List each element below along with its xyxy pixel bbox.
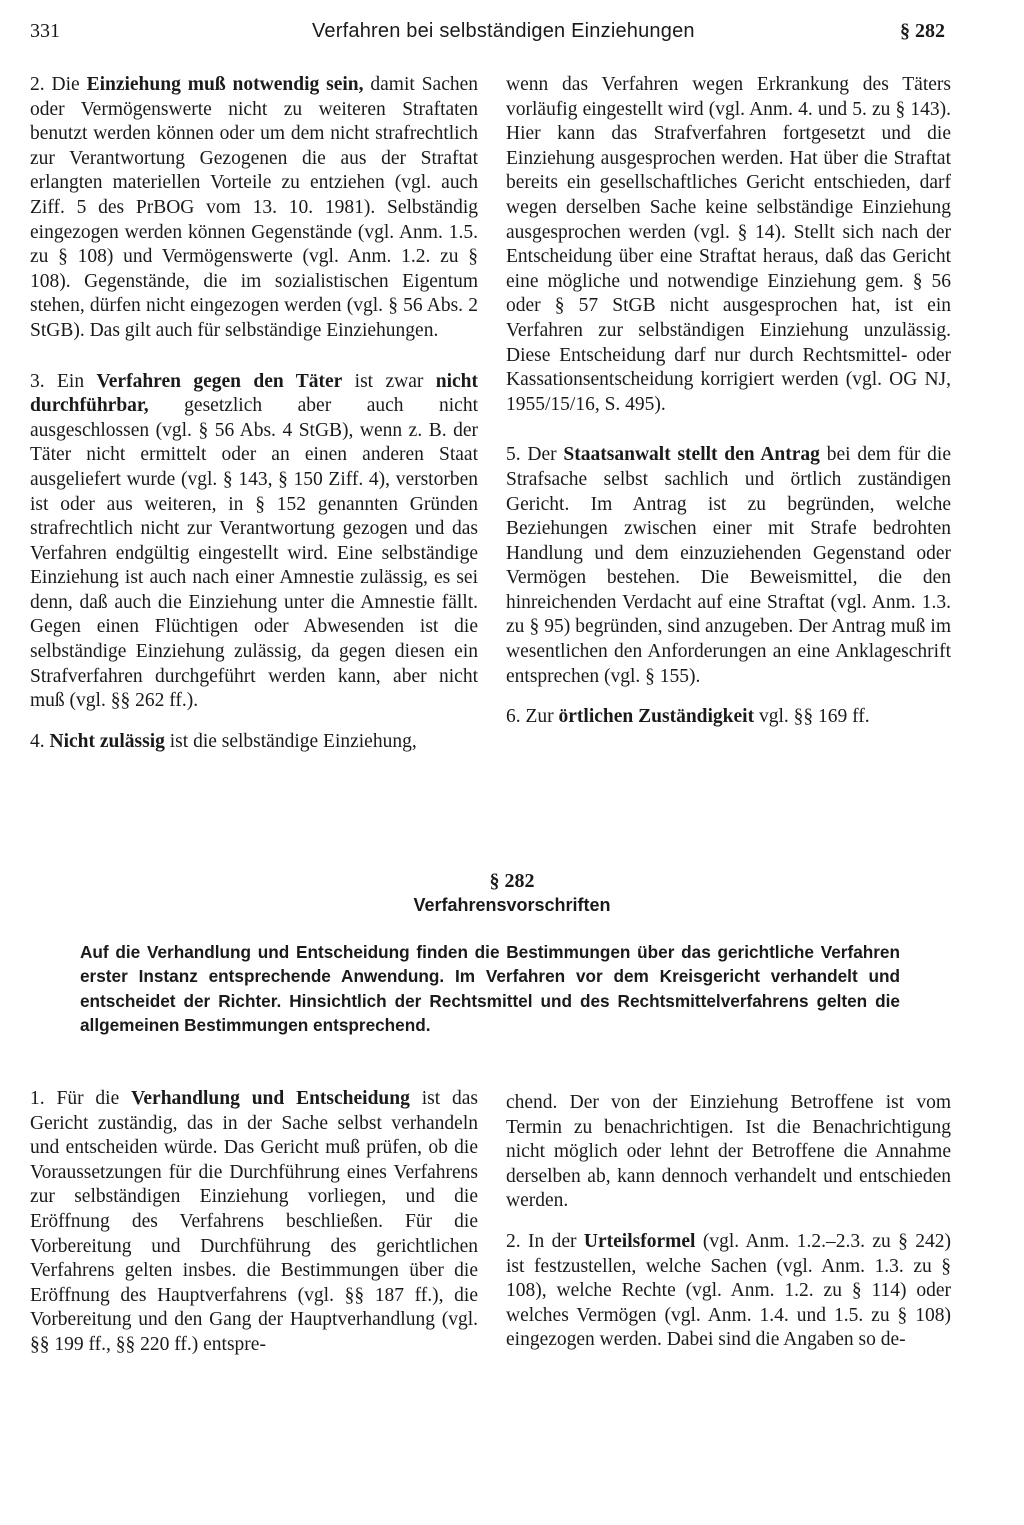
- note-5: 5. Der Staatsanwalt stellt den Antrag bei dem für die Strafsache selbst sachlich und örtlich zuständigen Gericht. Im Antrag ist zu begründen, welche Beziehungen zwischen einer mit Strafe bedrohten Handlung und dem einzuziehenden Gegenstand oder Vermögen bestehen. Die Beweismittel, die den hinreichenden Verdacht auf eine Straftat (vgl. Anm. 1.3. zu § 95) begründen, sind anzugeben. Der Antrag muß im wesentlichen den Anforderungen an eine Anklageschrift entsprechen (vgl. § 155).: [506, 444, 952, 687]
- bold-term: Staatsanwalt stellt den Antrag: [563, 444, 820, 466]
- bold-term: Urteilsformel: [583, 1230, 696, 1252]
- section-title: Verfahrensvorschriften: [413, 895, 611, 915]
- bold-term: Nicht zulässig: [49, 730, 165, 752]
- commentary-1-continued: chend. Der von der Einziehung Betroffene ist vom Termin zu benachrichtigen. Ist die Benachrichtigung nicht möglich oder lehnt der Betroffene die Annahme derselben ab, kann dennoch verhandelt und entschieden werden.: [506, 1092, 951, 1212]
- bold-term: örtlichen Zuständigkeit: [558, 706, 755, 728]
- commentary-2: 2. In der Urteilsformel (vgl. Anm. 1.2.–2.3. zu § 242) ist festzustellen, welche Sachen (vgl. Anm. 1.3. zu § 108), welche Rechte (vgl. Anm. 1.2. zu § 114) oder welches Vermögen (vgl. Anm. 1.4. und 1.5. zu § 108) eingezogen werden. Dabei sind die Angaben so de-: [506, 1230, 951, 1351]
- note-4-continued: wenn das Verfahren wegen Erkrankung des Täters vorläufig eingestellt wird (vgl. Anm. 4. und 5. zu § 143). Hier kann das Strafverfahren fortgesetzt und die Einziehung ausgesprochen werden. Hat über die Straftat bereits ein gesellschaftliches Gericht entschieden, darf wegen derselben Sache keine selbständige Einziehung ausgesprochen werden (vgl. § 14). Stellt sich nach der Entscheidung über eine Straftat heraus, daß das Gericht eine mögliche und notwendige Einziehung gem. § 56 oder § 57 StGB nicht ausgesprochen hat, ist ein Verfahren zur selbständigen Einziehung unzulässig. Diese Entscheidung darf nur durch Rechtsmittel- oder Kassationsentscheidung korrigiert werden (vgl. OG NJ, 1955/15/16, S. 495).: [506, 74, 951, 415]
- page-number: 331: [30, 20, 60, 42]
- bold-term: nicht durchführbar,: [30, 370, 478, 417]
- section-number: § 282: [489, 870, 535, 892]
- lower-left-column: [30, 1087, 478, 1358]
- bold-term: Verhandlung und Entscheidung: [131, 1088, 410, 1109]
- note-6: 6. Zur örtlichen Zuständigkeit vgl. §§ 169 ff.: [506, 706, 870, 728]
- commentary-1: 1. Für die Verhandlung und Entscheidung ist das Gericht zuständig, das in der Sache selbst verhandeln und entscheiden würde. Das Gericht muß prüfen, ob die Voraussetzungen für die Durchführung eines Verfahrens zur selbständigen Einziehung vorliegen, und die Eröffnung des Verfahrens beschließen. Für die Vorbereitung und Durchführung des gerichtlichen Verfahrens gelten insbes. die Bestimmungen über die Eröffnung des Hauptverfahrens (vgl. §§ 187 ff.), die Vorbereitung und den Gang der Hauptverhandlung (vgl. §§ 199 ff., §§ 220 ff.) entspre-: [30, 1088, 478, 1355]
- note-2: 2. Die Einziehung muß notwendig sein, damit Sachen oder Vermögenswerte nicht zu weiteren Straftaten benutzt werden können oder um dem nicht strafrechtlich zur Verantwortung Gezogenen die aus der Straftat erlangten materiellen Vorteile zu entziehen (vgl. auch Ziff. 5 des PrBOG vom 13. 10. 1981). Selbständig eingezogen werden können Gegenstände (vgl. Anm. 1.5. zu § 108) und Vermögenswerte (vgl. Anm. 1.2. zu § 108). Gegenstände, die im sozialistischen Eigentum stehen, dürfen nicht eingezogen werden (vgl. § 56 Abs. 2 StGB). Das gilt auch für selbständige Einziehungen.: [30, 74, 479, 341]
- lower-right-column: [506, 1091, 951, 1353]
- upper-right-column: [506, 73, 951, 730]
- running-header-title: Verfahren bei selbständigen Einziehungen: [312, 20, 695, 42]
- running-header-section: § 282: [900, 20, 945, 42]
- bold-term: Einziehung muß notwendig sein,: [86, 74, 364, 95]
- note-3: 3. Ein Verfahren gegen den Täter ist zwar nicht durchführbar, gesetzlich aber auch nicht ausgeschlossen (vgl. § 56 Abs. 4 StGB), wenn z. B. der Täter nicht ermittelt oder an einen anderen Staat ausgeliefert wurde (vgl. § 143, § 150 Ziff. 4), verstorben ist oder aus weiteren, in § 152 genannten Gründen strafrechtlich nicht zur Verantwortung gezogen und das Verfahren endgültig eingestellt wird. Eine selbständige Einziehung ist auch nach einer Amnestie zulässig, es sei denn, daß auch die Einziehung unter die Amnestie fällt. Gegen einen Flüchtigen oder Abwesenden ist die selbständige Einziehung zulässig, da gegen diesen ein Strafverfahren durchgeführt werden kann, aber nicht muß (vgl. §§ 262 ff.).: [30, 370, 478, 712]
- note-4: 4. Nicht zulässig ist die selbständige Einziehung,: [30, 730, 417, 752]
- statute-text: Auf die Verhandlung und Entscheidung finden die Bestimmungen über das gerichtliche Verfahren erster Instanz entsprechende Anwendung. Im Verfahren vor dem Kreisgericht verhandelt und entscheidet der Richter. Hinsichtlich der Rechtsmittel und des Rechtsmittelverfahrens gelten die allgemeinen Bestimmungen entsprechend.: [80, 942, 900, 1036]
- upper-left-column: [30, 73, 478, 754]
- bold-term: Verfahren gegen den Täter: [96, 370, 343, 392]
